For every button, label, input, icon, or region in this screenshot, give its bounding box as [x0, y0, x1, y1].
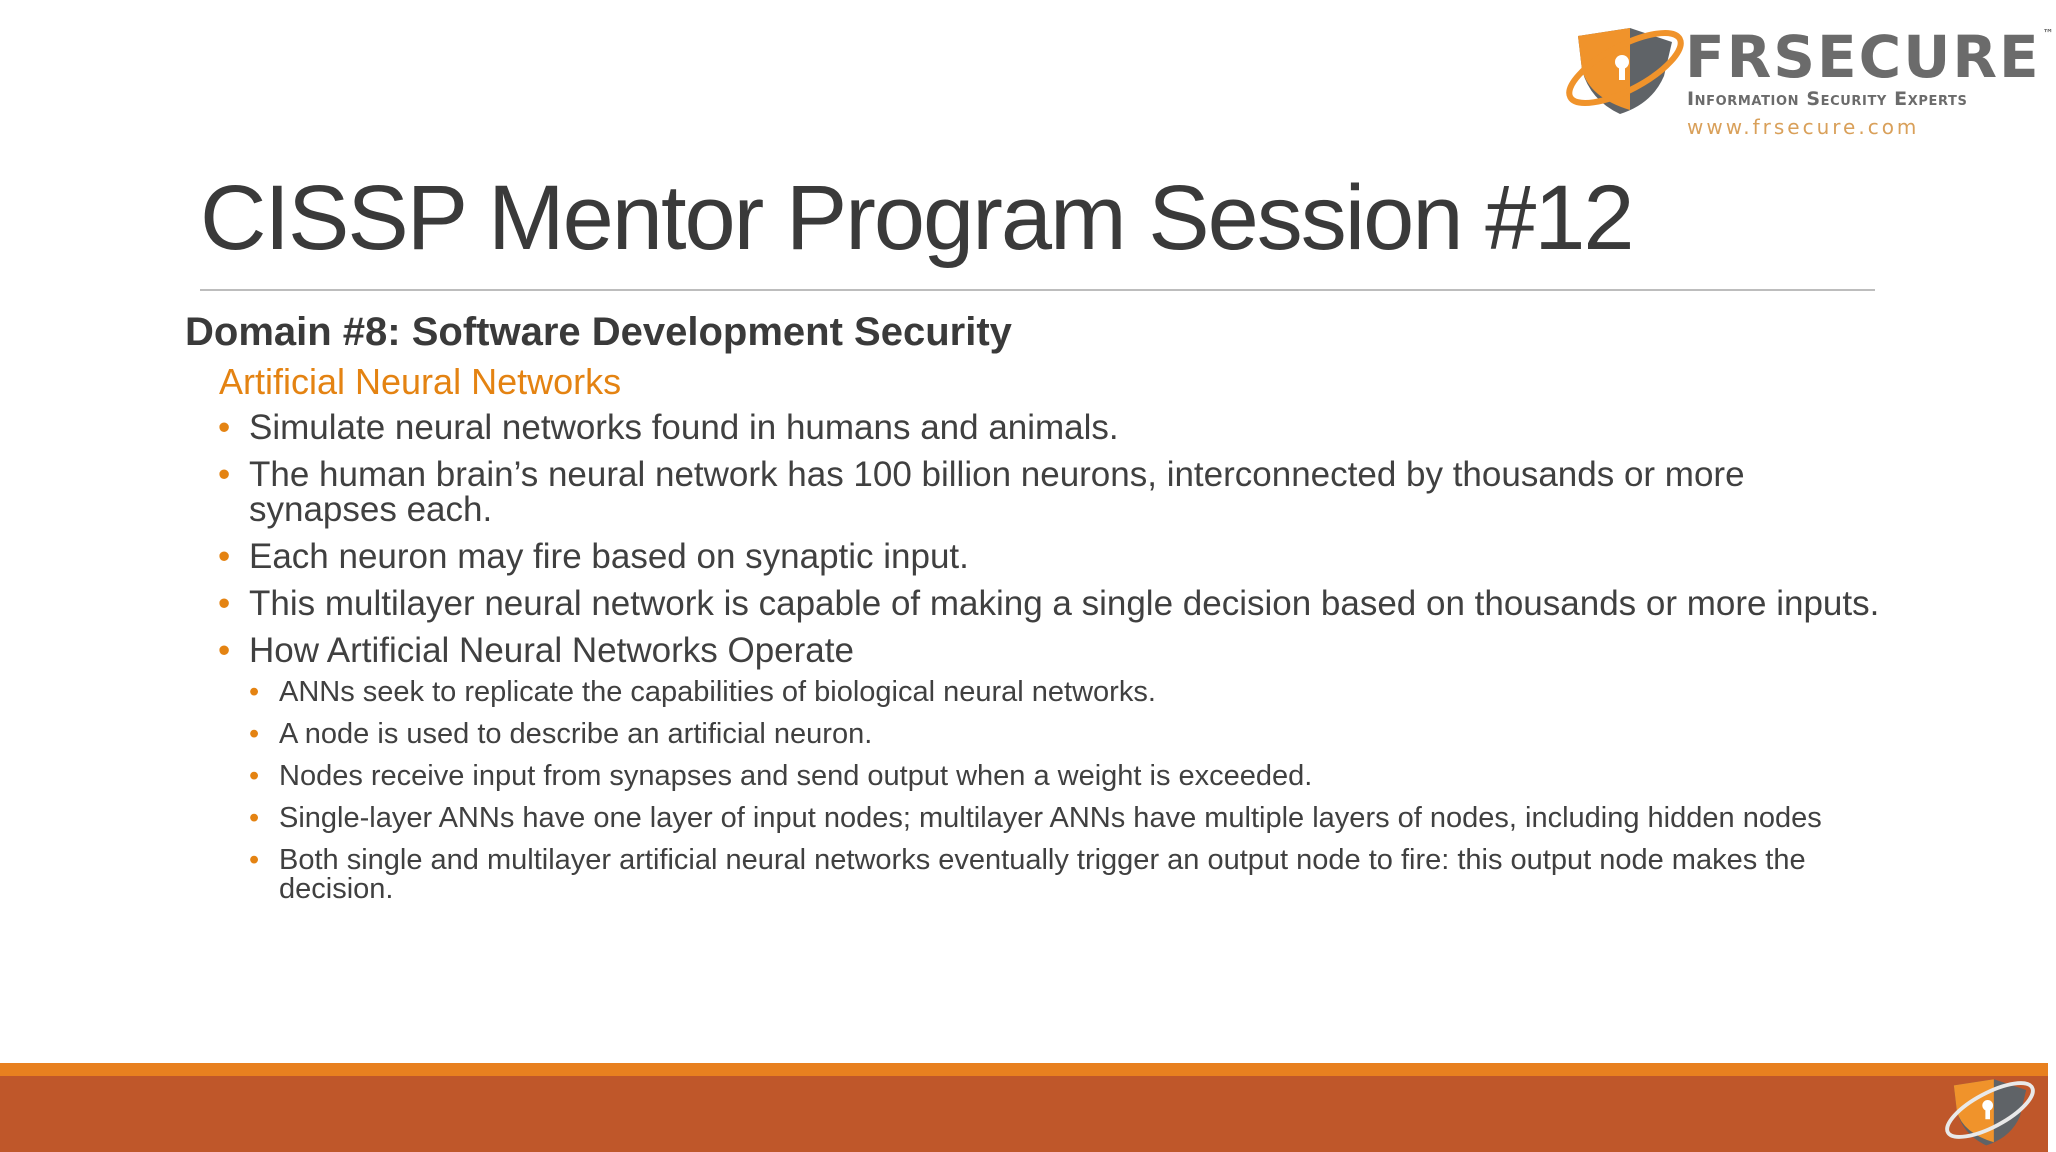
bullet-item: • This multilayer neural network is capable of making a single decision based on thousands or more inputs. — [185, 586, 1885, 621]
sub-bullet-item: • A node is used to describe an artificial neuron. — [185, 720, 1885, 749]
sub-bullet-item: • Single-layer ANNs have one layer of input nodes; multilayer ANNs have multiple layers of nodes, including hidden nodes — [185, 804, 1885, 833]
shield-logo-icon — [1560, 18, 1690, 118]
frsecure-logo — [1560, 18, 2056, 143]
bullet-item-with-subitems — [185, 633, 1885, 904]
sub-bullet-list — [249, 678, 1885, 904]
footer-stripe — [0, 1063, 2048, 1076]
bullet-item-label: How Artificial Neural Networks Operate — [249, 631, 854, 670]
sub-bullet-item: • Nodes receive input from synapses and send output when a weight is exceeded. — [185, 762, 1885, 791]
bullet-item: • Simulate neural networks found in humans and animals. — [185, 410, 1885, 445]
sub-bullet-item: • ANNs seek to replicate the capabilities of biological neural networks. — [185, 678, 1885, 707]
bullet-item: • The human brain’s neural network has 100 billion neurons, interconnected by thousands or more synapses each. — [185, 457, 1885, 527]
brand-url: www.frsecure.com — [1687, 115, 1920, 139]
section-heading: Artificial Neural Networks — [219, 361, 622, 402]
domain-heading: Domain #8: Software Development Security — [185, 310, 1012, 354]
bullet-item: • Each neuron may fire based on synaptic input. — [185, 539, 1885, 574]
title-divider — [200, 289, 1875, 291]
footer-band — [0, 1076, 2048, 1152]
brand-name: FRSECURE ™ — [1685, 23, 2056, 91]
sub-bullet-item: • Both single and multilayer artificial neural networks eventually trigger an output node to fire: this output node makes the decision. — [185, 846, 1885, 904]
brand-tagline: Information Security Experts — [1687, 88, 1968, 110]
bullet-list — [185, 410, 1885, 904]
slide-title: CISSP Mentor Program Session #12 — [200, 167, 1633, 269]
footer-shield-icon — [1940, 1068, 2040, 1152]
slide-content — [185, 308, 1885, 917]
trademark-mark: ™ — [2042, 27, 2056, 40]
